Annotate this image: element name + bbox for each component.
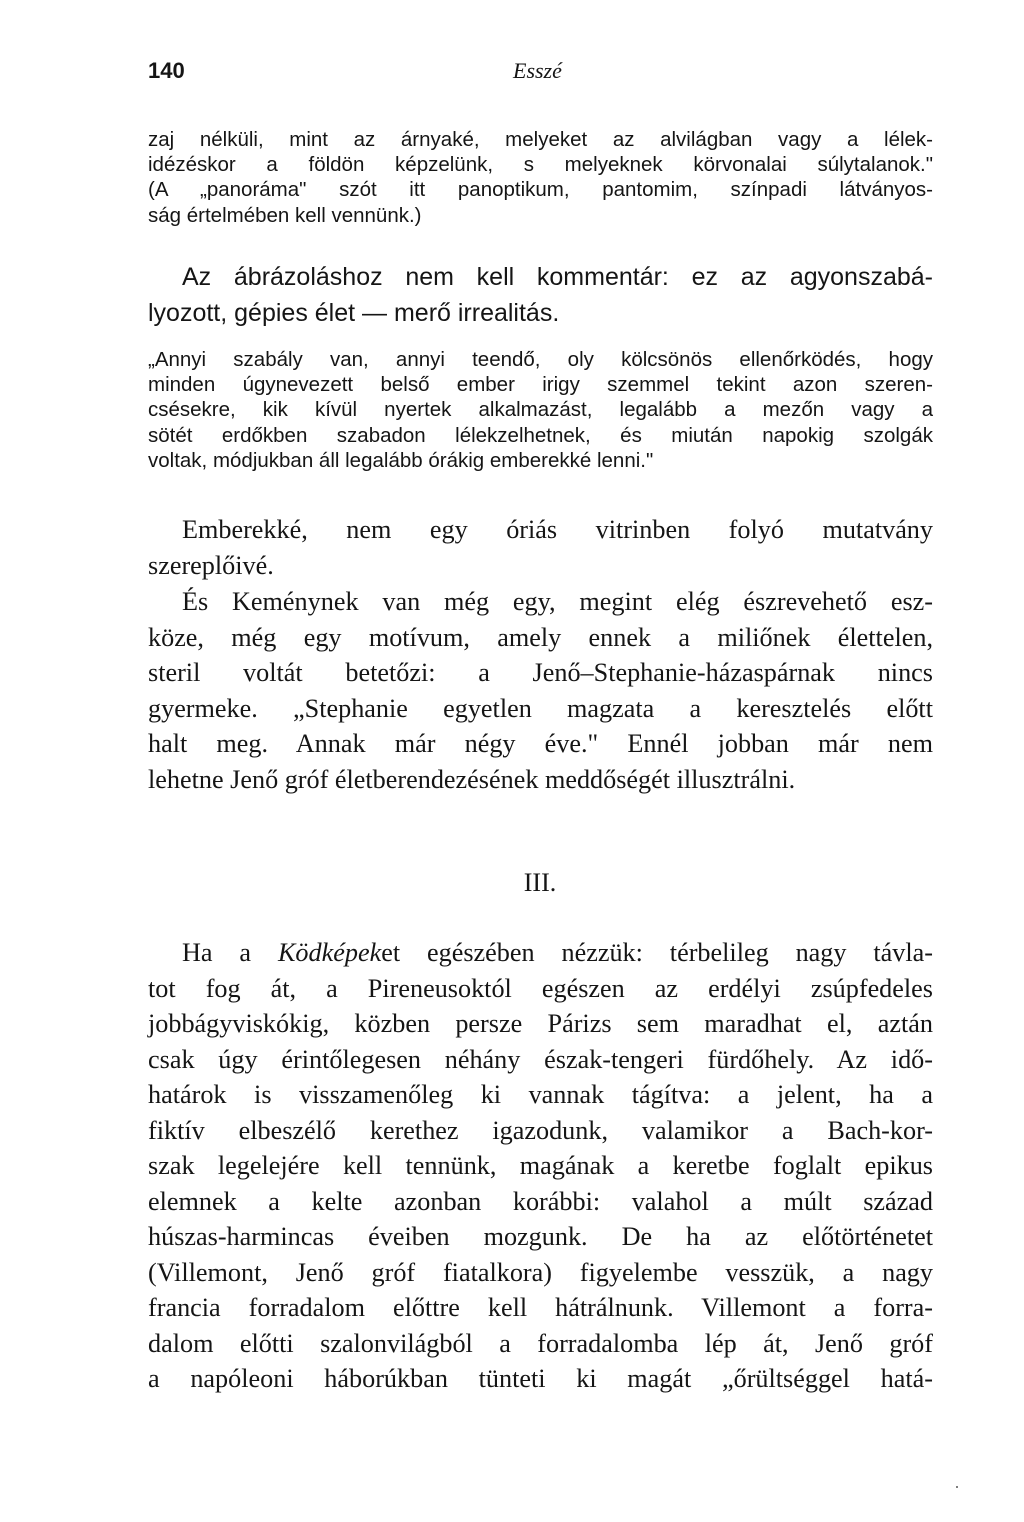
text-line: „Annyi szabály van, annyi teendő, oly kölcsönös ellenőrködés, hogy <box>148 348 933 371</box>
text-line: voltak, módjukban áll legalább órákig emberekké lenni." <box>148 448 654 472</box>
text-line: zaj nélküli, mint az árnyaké, melyeket az alvilágban vagy a lélek- <box>148 128 933 151</box>
text-line: halt meg. Annak már négy éve." Ennél jobban már nem <box>148 729 933 758</box>
text-line: Az ábrázoláshoz nem kell kommentár: ez az agyonszabá- <box>182 263 933 291</box>
text-line: minden úgynevezett belső ember irigy szemmel tekint azon szeren- <box>148 373 933 397</box>
text-line: húszas-harmincas éveiben mozgunk. De ha az előtörténetet <box>148 1222 933 1251</box>
text-line: (Villemont, Jenő gróf fiatalkora) figyelembe vesszük, a nagy <box>148 1257 933 1287</box>
text-line: És Keménynek van még egy, megint elég észrevehető esz- <box>182 587 933 616</box>
text-line: a napóleoni háborúkban tünteti ki magát „őrültséggel hatá- <box>148 1364 933 1393</box>
text-line: ság értelmében kell vennünk.) <box>148 203 422 227</box>
text-line: lyozott, gépies élet — merő irrealitás. <box>148 299 560 327</box>
text-line: idézéskor a földön képzelünk, s melyeknek körvonalai súlytalanok." <box>148 153 933 177</box>
text-line: sötét erdőkben szabadon lélekzelhetnek, és miután napokig szolgák <box>148 423 933 447</box>
text-line: francia forradalom előttre kell hátrálnunk. Villemont a forra- <box>148 1293 933 1322</box>
paragraph-6 <box>148 935 933 1397</box>
quote-block-1 <box>148 127 933 228</box>
page-number: 140 <box>148 58 185 83</box>
text-line: csak úgy érintőlegesen néhány észak-tengeri fürdőhely. Az idő- <box>148 1044 933 1074</box>
text-fragment: et egészében nézzük: térbelileg nagy távla- <box>381 938 933 967</box>
quote-block-3 <box>148 347 933 473</box>
book-title: Ködképek <box>277 938 382 967</box>
section-number: III. <box>523 868 557 897</box>
text-line: gyermeke. „Stephanie egyetlen magzata a keresztelés előtt <box>148 693 933 723</box>
paragraph-4 <box>148 512 933 583</box>
text-line: dalom előtti szalonvilágból a forradalomba lép át, Jenő gróf <box>148 1328 933 1358</box>
text-line: lehetne Jenő gróf életberendezésének meddőségét illusztrálni. <box>148 764 796 794</box>
text-line: jobbágyviskókig, közben persze Párizs sem maradhat el, aztán <box>148 1009 933 1038</box>
text-fragment: Ha a <box>182 938 278 967</box>
text-line: steril voltát betetőzi: a Jenő–Stephanie-házaspárnak nincs <box>148 658 933 687</box>
paragraph-2 <box>148 259 933 331</box>
text-line: szak legelejére kell tennünk, magának a keretbe foglalt epikus <box>148 1151 933 1180</box>
page-header <box>148 58 933 88</box>
text-line: csésekre, kik kívül nyertek alkalmazást, legalább a mezőn vagy a <box>148 398 933 422</box>
text-line: (A „panoráma" szót itt panoptikum, pantomim, színpadi látványos- <box>148 178 933 202</box>
paragraph-5 <box>148 584 933 797</box>
text-line: tot fog át, a Pireneusoktól egészen az erdélyi zsúpfedeles <box>148 973 933 1003</box>
running-head: Esszé <box>513 58 562 83</box>
text-line: köze, még egy motívum, amely ennek a miliőnek élettelen, <box>148 622 933 652</box>
text-line: elemnek a kelte azonban korábbi: valahol a múlt század <box>148 1186 933 1216</box>
text-line: szereplőivé. <box>148 550 274 580</box>
text-line <box>148 935 933 971</box>
text-line: Emberekké, nem egy óriás vitrinben folyó mutatvány <box>182 515 933 544</box>
scan-speck <box>956 1486 958 1488</box>
text-line: határok is visszamenőleg ki vannak tágítva: a jelent, ha a <box>148 1080 933 1109</box>
text-line: fiktív elbeszélő kerethez igazodunk, valamikor a Bach-kor- <box>148 1115 933 1145</box>
